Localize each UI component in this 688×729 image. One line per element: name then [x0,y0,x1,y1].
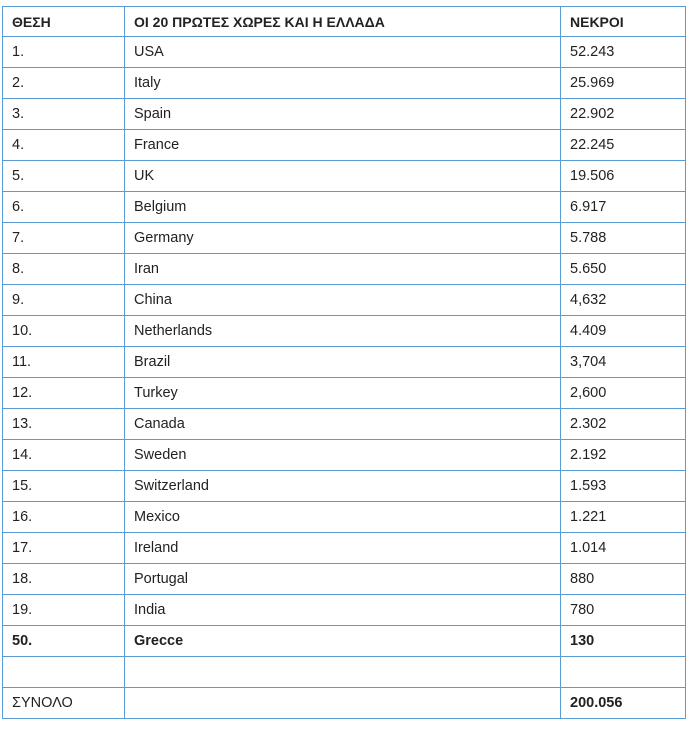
country-cell: Portugal [125,564,561,595]
deaths-cell: 2.302 [561,409,686,440]
deaths-cell: 3,704 [561,347,686,378]
country-cell: Spain [125,99,561,130]
empty-cell [125,657,561,688]
deaths-cell: 22.902 [561,99,686,130]
rank-cell: 1. [3,37,125,68]
empty-row [3,657,686,688]
rank-cell: 4. [3,130,125,161]
rank-cell: 7. [3,223,125,254]
table-row [3,37,686,68]
total-empty-cell [125,688,561,719]
country-cell: Mexico [125,502,561,533]
deaths-cell: 6.917 [561,192,686,223]
table-row [3,626,686,657]
table-row [3,564,686,595]
total-value: 200.056 [561,688,686,719]
rank-cell: 15. [3,471,125,502]
header-row [3,7,686,37]
country-cell: India [125,595,561,626]
rank-cell: 12. [3,378,125,409]
deaths-cell: 52.243 [561,37,686,68]
country-cell: Switzerland [125,471,561,502]
rank-cell: 8. [3,254,125,285]
empty-cell [3,657,125,688]
country-cell: Iran [125,254,561,285]
country-cell: UK [125,161,561,192]
rank-cell: 2. [3,68,125,99]
rank-cell: 16. [3,502,125,533]
rank-cell: 50. [3,626,125,657]
country-cell: Netherlands [125,316,561,347]
rank-cell: 11. [3,347,125,378]
table-row [3,471,686,502]
rank-cell: 5. [3,161,125,192]
rank-cell: 9. [3,285,125,316]
deaths-cell: 1.593 [561,471,686,502]
table-row [3,409,686,440]
table-row [3,99,686,130]
deaths-cell: 2.192 [561,440,686,471]
table-container [2,6,686,719]
country-cell: Sweden [125,440,561,471]
table-row [3,254,686,285]
country-cell: Germany [125,223,561,254]
rank-cell: 3. [3,99,125,130]
country-cell: Turkey [125,378,561,409]
table-row [3,347,686,378]
rank-cell: 10. [3,316,125,347]
table-body [3,37,686,719]
country-cell: Canada [125,409,561,440]
rank-cell: 6. [3,192,125,223]
header-rank: ΘΕΣΗ [3,7,125,37]
table-row [3,378,686,409]
deaths-cell: 880 [561,564,686,595]
deaths-cell: 780 [561,595,686,626]
rank-cell: 14. [3,440,125,471]
table-row [3,316,686,347]
table-row [3,502,686,533]
country-cell: Brazil [125,347,561,378]
country-cell: France [125,130,561,161]
total-row [3,688,686,719]
rank-cell: 13. [3,409,125,440]
table-row [3,595,686,626]
country-cell: Belgium [125,192,561,223]
empty-cell [561,657,686,688]
deaths-cell: 19.506 [561,161,686,192]
country-cell: China [125,285,561,316]
rank-cell: 18. [3,564,125,595]
deaths-cell: 5.788 [561,223,686,254]
country-cell: Grecce [125,626,561,657]
deaths-cell: 1.221 [561,502,686,533]
deaths-table [2,6,686,719]
total-label: ΣΥΝΟΛΟ [3,688,125,719]
country-cell: Ireland [125,533,561,564]
header-country: ΟΙ 20 ΠΡΩΤΕΣ ΧΩΡΕΣ ΚΑΙ Η ΕΛΛΑΔΑ [125,7,561,37]
deaths-cell: 25.969 [561,68,686,99]
table-row [3,161,686,192]
table-row [3,533,686,564]
table-row [3,223,686,254]
country-cell: USA [125,37,561,68]
table-header [3,7,686,37]
rank-cell: 19. [3,595,125,626]
deaths-cell: 5.650 [561,254,686,285]
header-deaths: ΝΕΚΡΟΙ [561,7,686,37]
table-row [3,192,686,223]
table-row [3,130,686,161]
deaths-cell: 22.245 [561,130,686,161]
country-cell: Italy [125,68,561,99]
deaths-cell: 4.409 [561,316,686,347]
table-row [3,68,686,99]
table-row [3,285,686,316]
deaths-cell: 2,600 [561,378,686,409]
deaths-cell: 4,632 [561,285,686,316]
table-row [3,440,686,471]
deaths-cell: 1.014 [561,533,686,564]
deaths-cell: 130 [561,626,686,657]
rank-cell: 17. [3,533,125,564]
